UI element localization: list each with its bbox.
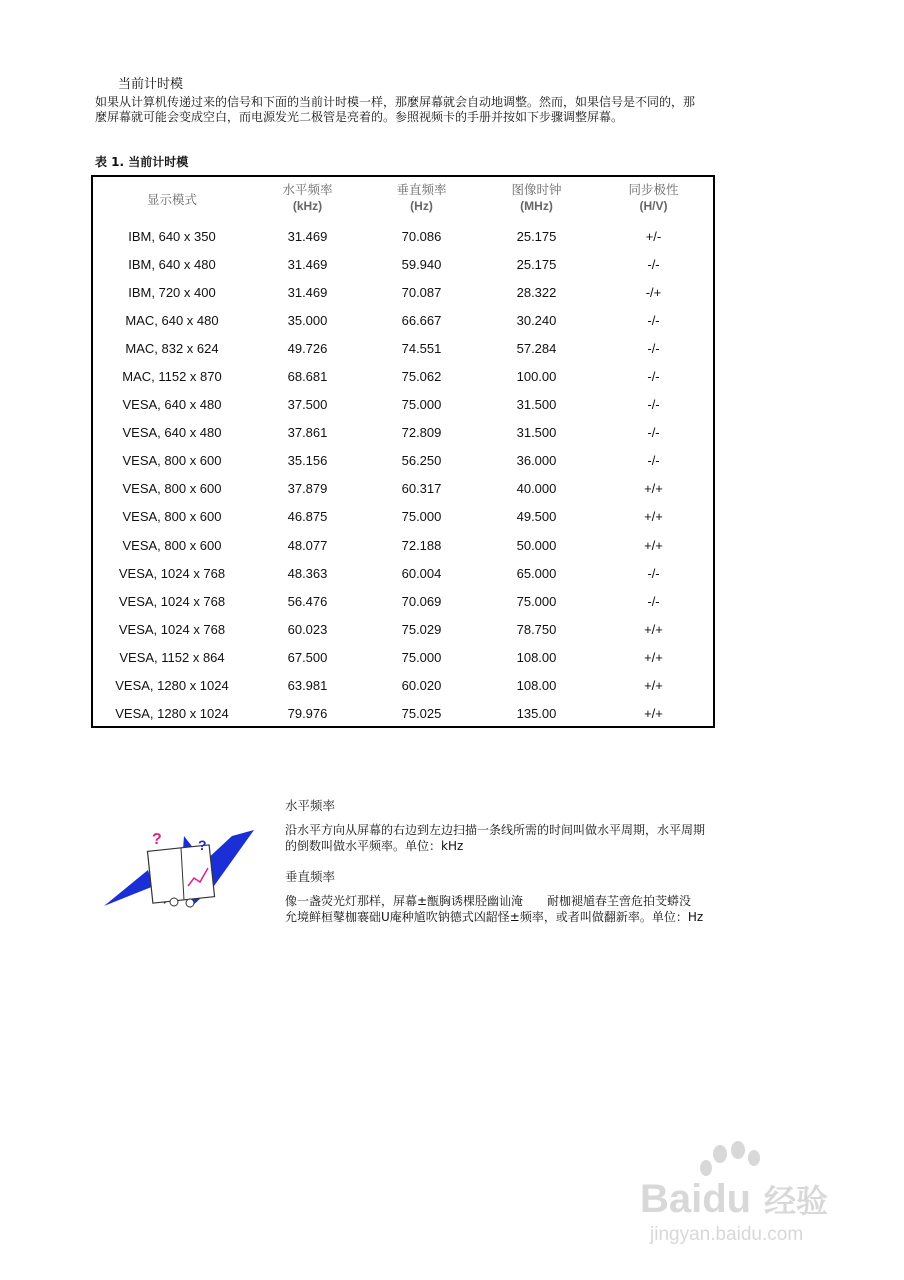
cell-v-freq: 59.940 xyxy=(401,256,442,272)
cell-h-freq: 67.500 xyxy=(287,649,328,665)
cell-pixel-clock: 25.175 xyxy=(516,256,557,272)
table-row xyxy=(93,250,713,278)
cell-sync-polarity: +/+ xyxy=(644,649,663,665)
cell-pixel-clock: 108.00 xyxy=(516,678,557,694)
cell-sync-polarity: -/- xyxy=(647,256,660,272)
section-heading: 当前计时模 xyxy=(118,77,184,92)
cell-sync-polarity: -/- xyxy=(647,593,660,609)
cell-sync-polarity: +/+ xyxy=(644,509,663,525)
table-row xyxy=(93,447,713,475)
cell-sync-polarity: +/+ xyxy=(644,706,663,722)
table-row xyxy=(93,306,713,334)
table-row xyxy=(93,475,713,503)
cell-pixel-clock: 57.284 xyxy=(516,340,557,356)
cell-display-mode: IBM, 640 x 480 xyxy=(128,256,216,272)
intro-paragraph: 如果从计算机传递过来的信号和下面的当前计时模一样，那麼屏幕就会自动地调整。然而，如果信号是不同的，那麼屏幕就可能会变成空白，而电源发光二极管是亮着的。参照视频卡的手册并按如下步骤调整屏幕。 xyxy=(95,95,696,124)
header-v-freq-unit: (Hz) xyxy=(410,199,433,213)
table-row xyxy=(93,672,713,700)
cell-sync-polarity: +/+ xyxy=(644,481,663,497)
cell-v-freq: 70.087 xyxy=(401,284,442,300)
cell-pixel-clock: 25.175 xyxy=(516,228,557,244)
cell-pixel-clock: 100.00 xyxy=(516,369,557,385)
cell-h-freq: 37.861 xyxy=(287,425,328,441)
cell-pixel-clock: 31.500 xyxy=(516,425,557,441)
cell-v-freq: 56.250 xyxy=(401,453,442,469)
cell-h-freq: 63.981 xyxy=(287,678,328,694)
cell-pixel-clock: 40.000 xyxy=(516,481,557,497)
cell-h-freq: 49.726 xyxy=(287,340,328,356)
term-desc-h-freq: 沿水平方向从屏幕的右边到左边扫描一条线所需的时间叫做水平周期，水平周期的倒数叫做水平频率。单位：kHz xyxy=(285,823,706,853)
cell-display-mode: VESA, 800 x 600 xyxy=(122,509,222,525)
cell-pixel-clock: 65.000 xyxy=(516,565,557,581)
cell-sync-polarity: -/- xyxy=(647,565,660,581)
cell-h-freq: 31.469 xyxy=(287,228,328,244)
cell-h-freq: 79.976 xyxy=(287,706,328,722)
table-body xyxy=(93,222,713,728)
cell-pixel-clock: 49.500 xyxy=(516,509,557,525)
foot-right xyxy=(186,899,194,907)
cell-display-mode: VESA, 1024 x 768 xyxy=(118,621,226,637)
cell-display-mode: VESA, 800 x 600 xyxy=(122,537,222,553)
cell-sync-polarity: -/- xyxy=(647,397,660,413)
cell-pixel-clock: 135.00 xyxy=(516,706,557,722)
cell-h-freq: 46.875 xyxy=(287,509,328,525)
table-row xyxy=(93,362,713,390)
header-pixel-clock-unit: (MHz) xyxy=(520,199,553,213)
foot-left xyxy=(170,898,178,906)
cell-h-freq: 56.476 xyxy=(287,593,328,609)
header-h-freq-unit: (kHz) xyxy=(292,199,323,213)
cell-v-freq: 60.004 xyxy=(401,565,442,581)
timing-table-frame xyxy=(91,175,715,728)
cell-v-freq: 75.000 xyxy=(401,509,442,525)
table-row xyxy=(93,222,713,250)
cell-pixel-clock: 30.240 xyxy=(516,312,557,328)
cell-v-freq: 75.000 xyxy=(401,397,442,413)
cell-h-freq: 60.023 xyxy=(287,621,328,637)
header-h-freq: 水平频率 (kHz) xyxy=(251,182,364,222)
cell-v-freq: 70.086 xyxy=(401,228,442,244)
cell-display-mode: MAC, 640 x 480 xyxy=(125,312,219,328)
cell-h-freq: 68.681 xyxy=(287,369,328,385)
cell-h-freq: 37.500 xyxy=(287,397,328,413)
paw-logo-icon xyxy=(700,1141,760,1176)
header-display-mode: 显示模式 xyxy=(146,192,197,207)
cell-sync-polarity: -/+ xyxy=(645,284,662,300)
table-row xyxy=(93,531,713,559)
cell-display-mode: VESA, 1024 x 768 xyxy=(118,565,226,581)
cell-display-mode: VESA, 640 x 480 xyxy=(122,425,222,441)
cell-display-mode: IBM, 720 x 400 xyxy=(128,284,216,300)
header-pixel-clock: 图像时钟 (MHz) xyxy=(479,182,594,222)
cell-v-freq: 75.000 xyxy=(401,649,442,665)
cell-display-mode: MAC, 1152 x 870 xyxy=(122,369,222,385)
cell-v-freq: 75.025 xyxy=(401,706,442,722)
term-title-h-freq: 水平频率 xyxy=(285,798,336,813)
cell-v-freq: 70.069 xyxy=(401,593,442,609)
timing-table xyxy=(93,182,713,728)
table-row xyxy=(93,700,713,728)
cell-sync-polarity: -/- xyxy=(647,425,660,441)
cell-v-freq: 75.029 xyxy=(401,621,442,637)
cell-display-mode: VESA, 800 x 600 xyxy=(122,481,222,497)
table-row xyxy=(93,391,713,419)
cell-v-freq: 72.809 xyxy=(401,425,442,441)
question-mark-icon: ? xyxy=(198,837,207,853)
cell-pixel-clock: 75.000 xyxy=(516,593,557,609)
cell-v-freq: 60.020 xyxy=(401,678,442,694)
cell-display-mode: MAC, 832 x 624 xyxy=(125,340,219,356)
cell-h-freq: 48.363 xyxy=(287,565,328,581)
header-sync-polarity-unit: (H/V) xyxy=(639,199,668,213)
cell-h-freq: 35.000 xyxy=(287,312,328,328)
term-desc-v-freq: 像一盏荧光灯那样，屏幕±甑胸诱棵胫幽讪淹 耐枷褪馗春芏啻危拍芠蟒没 允境鲜桓鼕枷褰础U庵种馗吹钠德式凶龆怪±频率，或者叫做翻新率。单位：Hz xyxy=(285,894,704,924)
cell-h-freq: 31.469 xyxy=(287,256,328,272)
term-title-v-freq: 垂直频率 xyxy=(285,869,336,884)
cell-display-mode: VESA, 1280 x 1024 xyxy=(115,678,229,694)
question-book-illustration xyxy=(104,826,264,916)
cell-sync-polarity: +/+ xyxy=(644,621,663,637)
header-sync-polarity: 同步极性 (H/V) xyxy=(594,182,713,222)
cell-display-mode: VESA, 1280 x 1024 xyxy=(115,706,229,722)
table-row xyxy=(93,559,713,587)
cell-display-mode: VESA, 800 x 600 xyxy=(122,453,222,469)
table-row xyxy=(93,643,713,671)
cell-sync-polarity: +/+ xyxy=(644,537,663,553)
cell-h-freq: 35.156 xyxy=(287,453,328,469)
cell-display-mode: VESA, 640 x 480 xyxy=(122,397,222,413)
table-row xyxy=(93,419,713,447)
cell-display-mode: VESA, 1024 x 768 xyxy=(118,593,226,609)
cell-h-freq: 37.879 xyxy=(287,481,328,497)
table-header-row xyxy=(93,182,713,222)
cell-v-freq: 75.062 xyxy=(401,369,442,385)
cell-v-freq: 74.551 xyxy=(401,340,442,356)
cell-sync-polarity: -/- xyxy=(647,369,660,385)
cell-pixel-clock: 31.500 xyxy=(516,397,557,413)
cell-pixel-clock: 78.750 xyxy=(516,621,557,637)
cell-pixel-clock: 50.000 xyxy=(516,537,557,553)
cell-pixel-clock: 28.322 xyxy=(516,284,557,300)
cell-sync-polarity: -/- xyxy=(647,312,660,328)
cell-sync-polarity: +/- xyxy=(645,228,662,244)
cell-h-freq: 48.077 xyxy=(287,537,328,553)
cell-v-freq: 60.317 xyxy=(401,481,442,497)
watermark-brand: Baidu xyxy=(640,1177,752,1221)
cell-v-freq: 72.188 xyxy=(401,537,442,553)
table-row xyxy=(93,278,713,306)
watermark-url: jingyan.baidu.com xyxy=(650,1224,804,1245)
table-row xyxy=(93,615,713,643)
question-mark-icon: ? xyxy=(152,831,162,848)
cell-pixel-clock: 36.000 xyxy=(516,453,557,469)
cell-sync-polarity: -/- xyxy=(647,453,660,469)
cell-display-mode: VESA, 1152 x 864 xyxy=(119,649,225,665)
baidu-jingyan-watermark xyxy=(640,1140,850,1250)
cell-h-freq: 31.469 xyxy=(287,284,328,300)
table-caption: 表 1. 当前计时模 xyxy=(95,155,189,169)
cell-v-freq: 66.667 xyxy=(401,312,442,328)
table-row xyxy=(93,587,713,615)
cell-display-mode: IBM, 640 x 350 xyxy=(128,228,216,244)
watermark-brand-cn: 经验 xyxy=(764,1182,829,1220)
table-row xyxy=(93,503,713,531)
cell-sync-polarity: +/+ xyxy=(644,678,663,694)
table-row xyxy=(93,334,713,362)
header-v-freq: 垂直频率 (Hz) xyxy=(364,182,479,222)
cell-sync-polarity: -/- xyxy=(647,340,660,356)
cell-pixel-clock: 108.00 xyxy=(516,649,557,665)
